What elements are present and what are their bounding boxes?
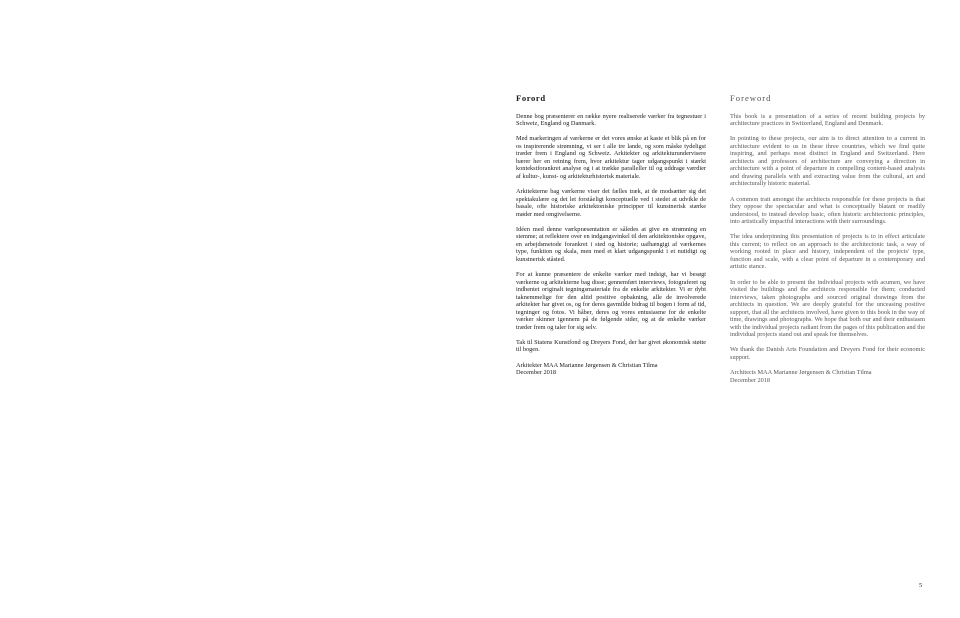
danish-paragraph: Arkitekterne bag værkerne viser det fælles træk, at de modsætter sig det spektakulære og det let forståeligt konceptuelle ved i stedet at udvikle de basale, ofte historiske arkitektoniske principper til kunstnerisk stærke møder med omgivelserne. xyxy=(516,187,706,218)
english-paragraph: In order to be able to present the individual projects with acumen, we have visited the buildings and the architects responsible for them; conducted interviews, taken photographs and sourced original drawings from the architects in question. We are deeply grateful for the unceasing positive support, that all the architects involved, have given to this book in the way of time, drawings and photographs. We hope that both our and their enthusiasm with the individual projects radiant from the pages of this publication and the individual projects stand out and speak for themselves. xyxy=(730,278,925,339)
page-number: 5 xyxy=(919,582,923,589)
danish-signature: Arkitekter MAA Marianne Jørgensen & Christian Tilma xyxy=(516,361,658,369)
danish-heading: Forord xyxy=(516,93,546,103)
danish-paragraph: Med markeringen af værkerne er det vores ønske at kaste et blik på en for os inspirerende strømning, vi ser i alle tre lande, og som måske tydeligst træder frem i England og Schweiz. Arkitekter og arkitekturundervisere bærer her en retning frem, hvor arkitektur tager udgangspunkt i stærkt kontekstforankret analyse og i at trække paralleller til og uddrage værdier af kultur-, kunst- og arkitekturhistorisk materiale. xyxy=(516,135,706,180)
english-paragraph: This book is a presentation of a series of recent building projects by architecture practices in Switzerland, England and Denmark. xyxy=(730,112,925,128)
english-foreword-column xyxy=(730,93,925,384)
danish-date: December 2018 xyxy=(516,369,557,377)
danish-paragraph: For at kunne præsentere de enkelte værker med indsigt, har vi besøgt værkerne og arkitekterne bag disse; gennemført interviews, fotograferet og indhentet originalt tegningsmateriale fra de enkelte arkitekter. Vi er dybt taknemmelige for den altid positive opbakning, alle de involverede arkitekter har givet os, og for deres gavmilde bidrag til bogen i form af tid, tegninger og fotos. Vi håber, deres og vores entusiasme for de enkelte værker skinner igennem på de følgende sider, og at de enkelte værker træder frem og taler for sig selv. xyxy=(516,270,706,331)
english-paragraph: We thank the Danish Arts Foundation and Dreyers Fond for their economic support. xyxy=(730,346,925,361)
danish-paragraph: Idéen med denne værkpræsentation er således at give en strømning en stemme; at reflektere over en indgangsvinkel til den arkitektoniske opgave, en arbejdsmetode forankret i sted og historie; uafhængigt af værkernes type, funktion og skala, men med et klart udgangspunkt i et nutidigt og kunstnerisk ståsted. xyxy=(516,225,706,263)
english-paragraph: A common trait amongst the architects responsible for these projects is that they oppose the spectacular and what is conceptually blatant or readily understood, to instead develop basic, often historic architectonic principles, into artistically impactful interactions with their surroundings. xyxy=(730,195,925,226)
english-paragraph: The idea underpinning this presentation of projects is to in effect articulate this current; to reflect on an approach to the architectonic task, a way of working rooted in place and history, independent of the projects' type, function and scale, with a clear point of departure in a contemporary and artistic stance. xyxy=(730,233,925,271)
english-date: December 2018 xyxy=(730,376,771,384)
danish-paragraph: Denne bog præsenterer en række nyere realiserede værker fra tegnestuer i Schweiz, England og Danmark. xyxy=(516,112,706,128)
danish-foreword-column xyxy=(516,93,706,377)
danish-paragraph: Tak til Statens Kunstfond og Dreyers Fond, der har givet økonomisk støtte til bogen. xyxy=(516,338,706,354)
english-signature: Architects MAA Marianne Jørgensen & Christian Tilma xyxy=(730,369,872,377)
english-heading: Foreword xyxy=(730,93,772,103)
english-paragraph: In pointing to these projects, our aim is to direct attention to a current in architecture evident to us in these three countries, which we find quite inspiring, and perhaps most distinct in England and Switzerland. Here architects and professors of architecture are conveying a direction in architecture with a point of departure in compelling content-based analysis and drawing parallels with and extracting value from the cultural, art and architecturally historic material. xyxy=(730,135,925,188)
